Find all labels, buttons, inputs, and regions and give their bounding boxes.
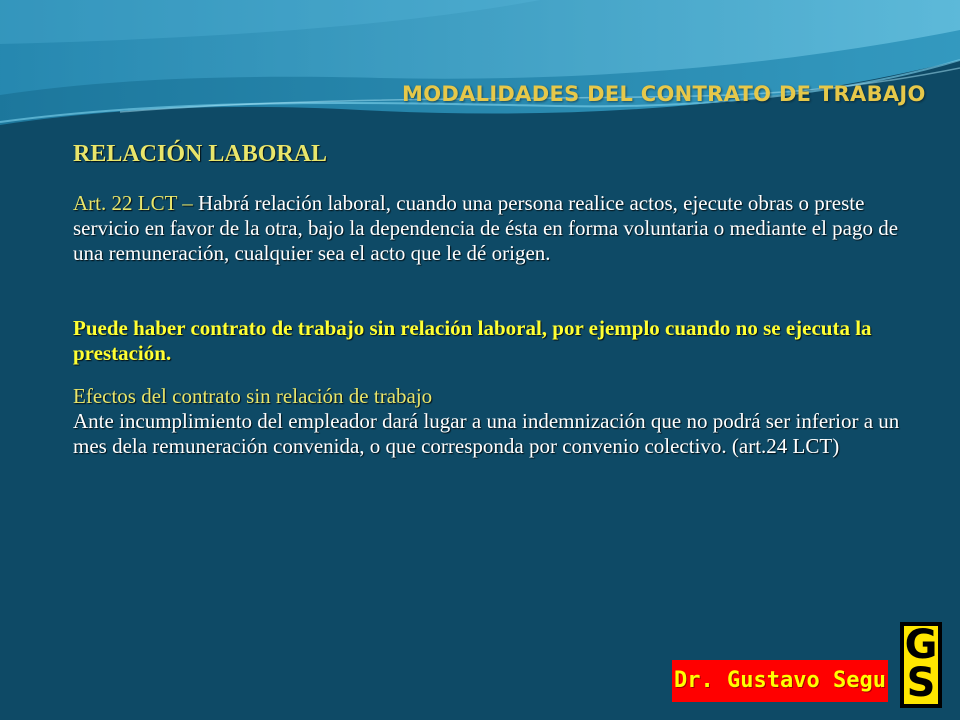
slide-title: MODALIDADES DEL CONTRATO DE TRABAJO xyxy=(402,82,926,106)
gs-monogram-logo xyxy=(900,622,942,708)
logo-letter-s: S xyxy=(906,660,936,706)
article-reference: Art. 22 LCT – xyxy=(73,191,199,215)
section-heading: RELACIÓN LABORAL xyxy=(73,141,328,167)
highlight-paragraph: Puede haber contrato de trabajo sin relación laboral, por ejemplo cuando no se ejecuta la prestación. xyxy=(73,316,872,365)
slide-content xyxy=(73,142,913,459)
article-22-text: Habrá relación laboral, cuando una persona realice actos, ejecute obras o preste servicio en favor de la otra, bajo la dependencia de ésta en forma voluntaria o mediante el pago de una remuneración, cualquier sea el acto que le dé origen. xyxy=(73,191,899,265)
article-22-paragraph xyxy=(73,191,913,266)
spacer xyxy=(73,266,913,316)
effects-heading: Efectos del contrato sin relación de trabajo xyxy=(73,384,433,408)
logo-letter-g: G xyxy=(904,622,938,668)
author-name-logo: Dr. Gustavo Segu xyxy=(672,660,888,702)
effects-paragraph: Ante incumplimiento del empleador dará lugar a una indemnización que no podrá ser inferior a un mes dela remuneración convenida, o que corresponda por convenio colectivo. (art.24 LCT) xyxy=(73,409,900,458)
